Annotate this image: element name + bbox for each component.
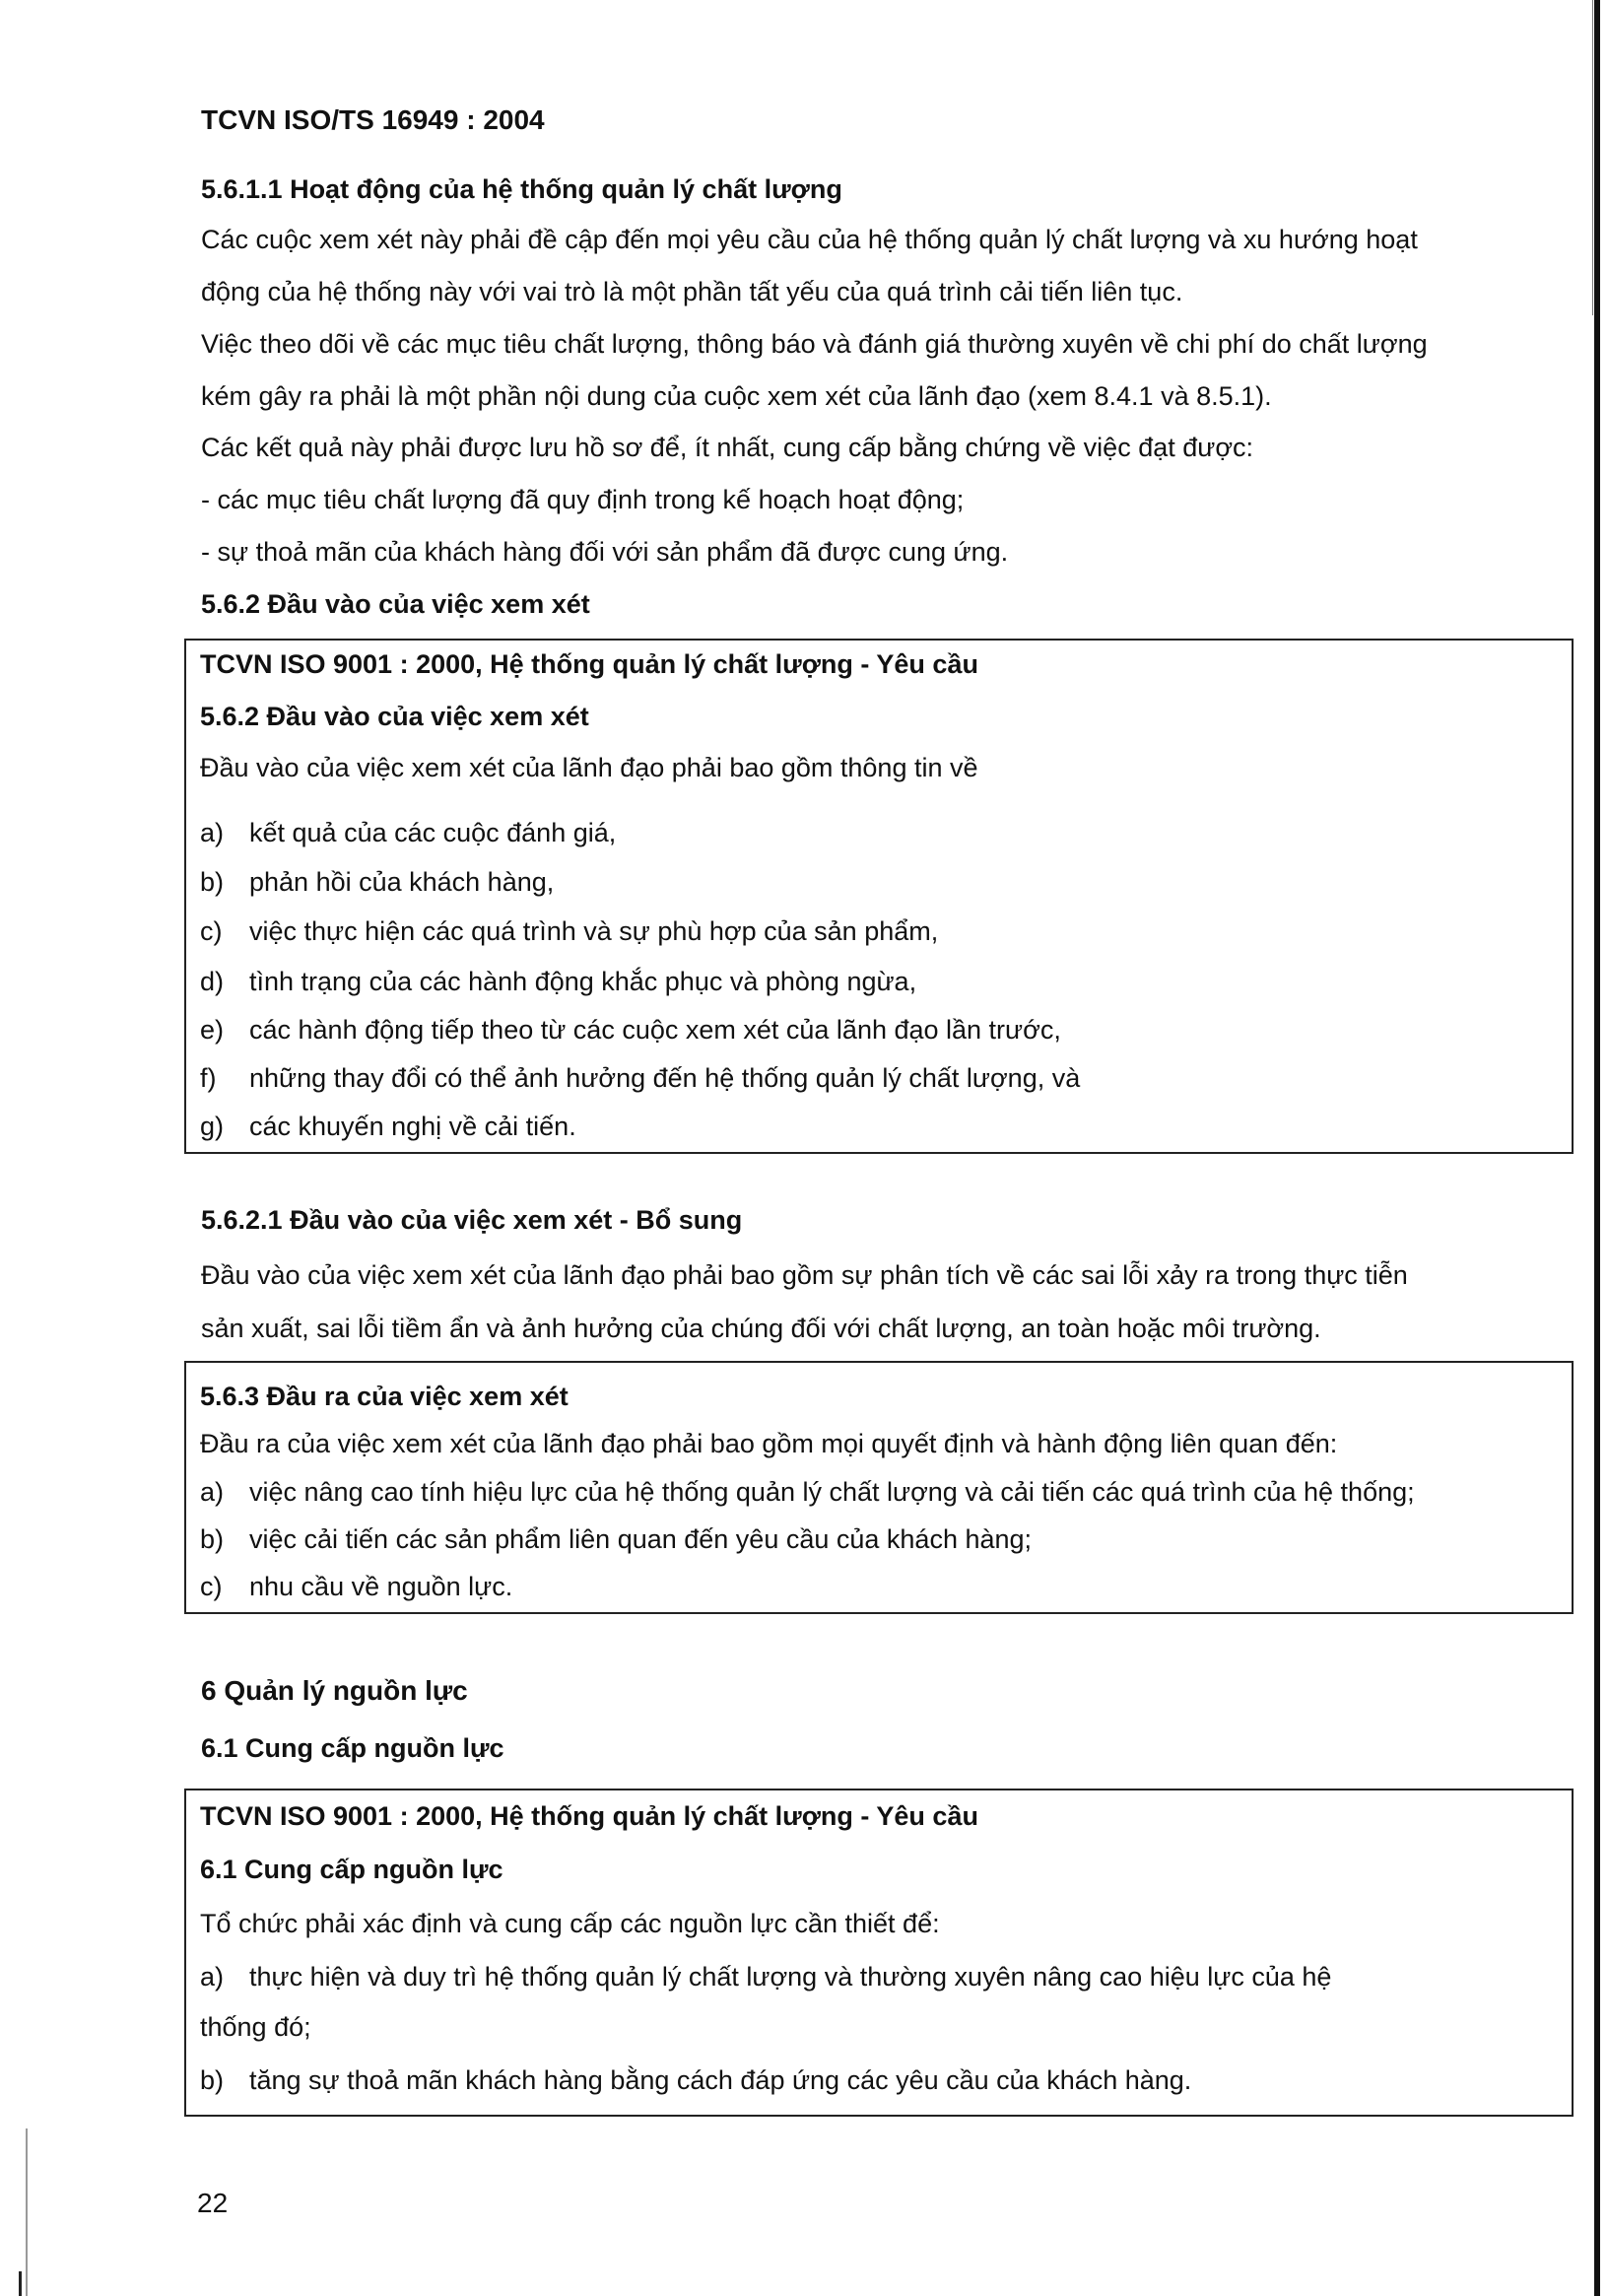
- quoted-box-563: [184, 1361, 1574, 1614]
- item-label: a): [200, 1477, 225, 1507]
- paragraph-line: sản xuất, sai lỗi tiềm ẩn và ảnh hưởng của chúng đối với chất lượng, an toàn hoặc môi trường.: [201, 1314, 1321, 1343]
- scan-left-mark: [26, 2128, 28, 2296]
- box-heading: 5.6.2 Đầu vào của việc xem xét: [200, 702, 589, 731]
- section-heading-5611: 5.6.1.1 Hoạt động của hệ thống quản lý chất lượng: [201, 174, 842, 204]
- list-item: [200, 866, 554, 898]
- paragraph-line: Việc theo dõi về các mục tiêu chất lượng, thông báo và đánh giá thường xuyên về chi phí do chất lượng: [201, 329, 1428, 359]
- list-item: [200, 915, 938, 947]
- item-label: c): [200, 916, 223, 946]
- list-item: [200, 1571, 512, 1602]
- item-text: tình trạng của các hành động khắc phục và phòng ngừa,: [249, 967, 917, 996]
- item-label: f): [200, 1063, 217, 1093]
- box-source: TCVN ISO 9001 : 2000, Hệ thống quản lý chất lượng - Yêu cầu: [200, 1801, 978, 1831]
- section-heading-5621: 5.6.2.1 Đầu vào của việc xem xét - Bổ sung: [201, 1205, 743, 1235]
- item-label: b): [200, 2065, 225, 2095]
- box-intro: Đầu vào của việc xem xét của lãnh đạo phải bao gồm thông tin về: [200, 753, 978, 782]
- scan-left-mark-dark: [19, 2271, 22, 2296]
- paragraph-line: Đầu vào của việc xem xét của lãnh đạo phải bao gồm sự phân tích về các sai lỗi xảy ra trong thực tiễn: [201, 1260, 1408, 1290]
- item-text: việc cải tiến các sản phẩm liên quan đến yêu cầu của khách hàng;: [249, 1524, 1033, 1554]
- list-item: [200, 2064, 1191, 2096]
- box-intro: Tổ chức phải xác định và cung cấp các nguồn lực cần thiết để:: [200, 1909, 940, 1938]
- section-heading-6: 6 Quản lý nguồn lực: [201, 1675, 468, 1706]
- item-label: e): [200, 1015, 225, 1045]
- item-text: các hành động tiếp theo từ các cuộc xem xét của lãnh đạo lần trước,: [249, 1015, 1061, 1045]
- item-label: a): [200, 818, 225, 847]
- box-source: TCVN ISO 9001 : 2000, Hệ thống quản lý chất lượng - Yêu cầu: [200, 649, 978, 679]
- item-text: phản hồi của khách hàng,: [249, 867, 555, 897]
- scan-right-edge-line: [1592, 0, 1593, 315]
- item-label: b): [200, 1524, 225, 1554]
- document-title: TCVN ISO/TS 16949 : 2004: [201, 104, 545, 135]
- paragraph-line: Các kết quả này phải được lưu hồ sơ để, ít nhất, cung cấp bằng chứng về việc đạt được:: [201, 433, 1254, 462]
- paragraph-line: Các cuộc xem xét này phải đề cập đến mọi yêu cầu của hệ thống quản lý chất lượng và xu hướng hoạt: [201, 225, 1418, 254]
- list-item: [200, 1961, 1331, 1992]
- list-item: [200, 1523, 1032, 1555]
- item-label: g): [200, 1112, 225, 1141]
- paragraph-line: động của hệ thống này với vai trò là một phần tất yếu của quá trình cải tiến liên tục.: [201, 277, 1183, 306]
- item-text: tăng sự thoả mãn khách hàng bằng cách đáp ứng các yêu cầu của khách hàng.: [249, 2065, 1192, 2095]
- list-item: [200, 1014, 1061, 1046]
- scan-right-edge: [1594, 0, 1600, 2296]
- item-text: thực hiện và duy trì hệ thống quản lý chất lượng và thường xuyên nâng cao hiệu lực của hệ: [249, 1962, 1332, 1992]
- page-number: 22: [197, 2188, 229, 2218]
- section-heading-562: 5.6.2 Đầu vào của việc xem xét: [201, 589, 590, 619]
- list-item-continuation: thống đó;: [200, 2012, 311, 2042]
- item-label: a): [200, 1962, 225, 1992]
- quoted-box-562: [184, 639, 1574, 1154]
- box-intro: Đầu ra của việc xem xét của lãnh đạo phải bao gồm mọi quyết định và hành động liên quan đến:: [200, 1429, 1338, 1458]
- bullet-line: - các mục tiêu chất lượng đã quy định trong kế hoạch hoạt động;: [201, 485, 965, 514]
- quoted-box-61: [184, 1789, 1574, 2117]
- list-item: [200, 817, 616, 848]
- item-label: d): [200, 967, 225, 996]
- item-text: những thay đổi có thể ảnh hưởng đến hệ thống quản lý chất lượng, và: [249, 1063, 1081, 1093]
- box-heading: 5.6.3 Đầu ra của việc xem xét: [200, 1382, 569, 1411]
- paragraph-line: kém gây ra phải là một phần nội dung của cuộc xem xét của lãnh đạo (xem 8.4.1 và 8.5.1).: [201, 381, 1272, 411]
- bullet-line: - sự thoả mãn của khách hàng đối với sản phẩm đã được cung ứng.: [201, 537, 1009, 567]
- list-item: [200, 966, 916, 997]
- list-item: [200, 1062, 1080, 1094]
- item-text: việc nâng cao tính hiệu lực của hệ thống quản lý chất lượng và cải tiến các quá trình của hệ thống;: [249, 1477, 1415, 1507]
- item-label: c): [200, 1572, 223, 1601]
- item-text: các khuyến nghị về cải tiến.: [249, 1112, 576, 1141]
- list-item: [200, 1476, 1415, 1508]
- item-label: b): [200, 867, 225, 897]
- item-text: kết quả của các cuộc đánh giá,: [249, 818, 617, 847]
- item-text: nhu cầu về nguồn lực.: [249, 1572, 513, 1601]
- box-heading: 6.1 Cung cấp nguồn lực: [200, 1855, 503, 1884]
- list-item: [200, 1111, 576, 1142]
- section-heading-61: 6.1 Cung cấp nguồn lực: [201, 1733, 504, 1763]
- item-text: việc thực hiện các quá trình và sự phù hợp của sản phẩm,: [249, 916, 939, 946]
